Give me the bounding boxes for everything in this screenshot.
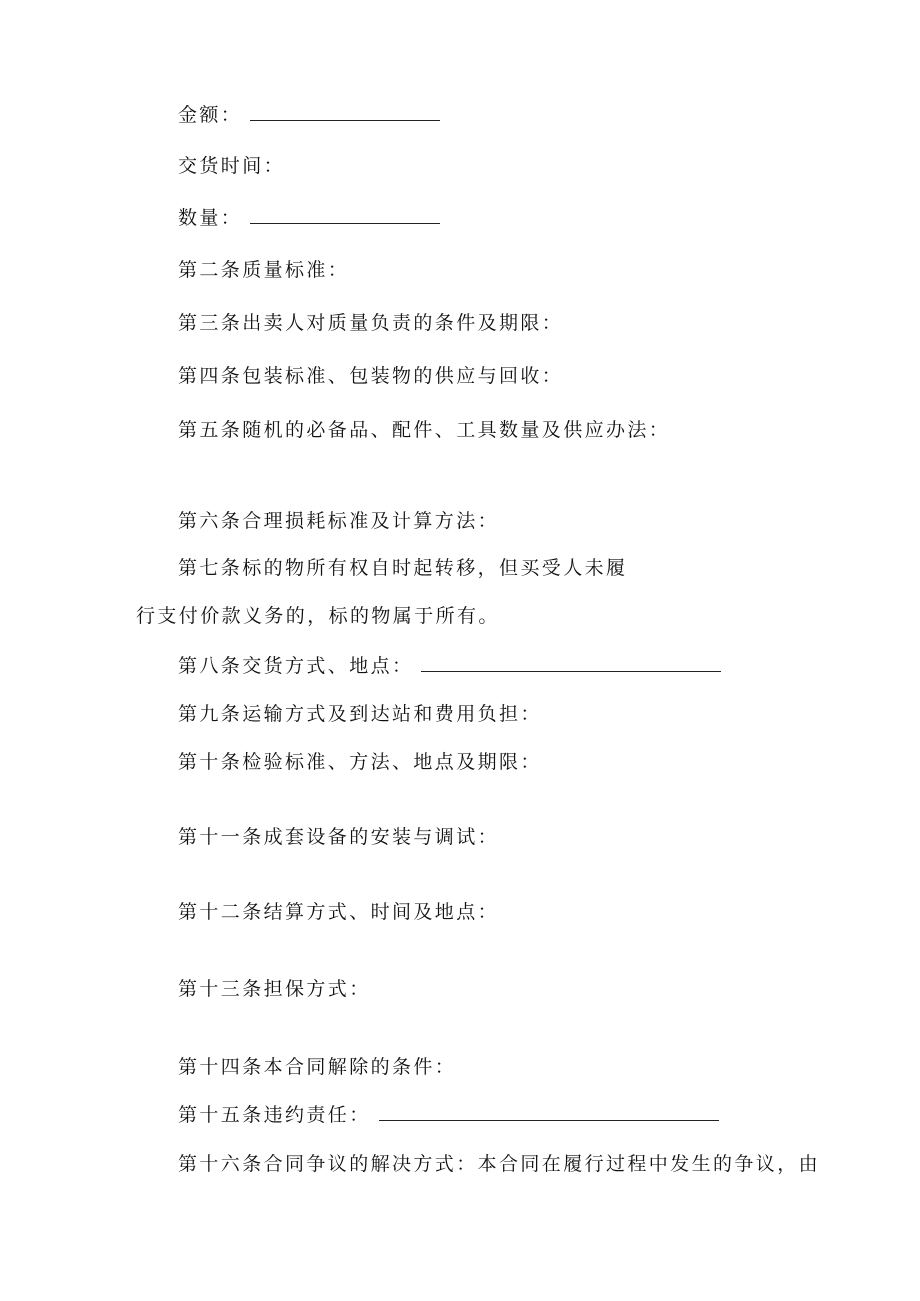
article-14-text: 第十四条本合同解除的条件： (178, 1056, 457, 1078)
article-9-text: 第九条运输方式及到达站和费用负担： (178, 703, 542, 725)
quantity-line (178, 206, 440, 230)
article-3 (178, 311, 563, 335)
article-2-text: 第二条质量标准： (178, 259, 350, 281)
article-11-text: 第十一条成套设备的安装与调试： (178, 826, 500, 848)
article-5-text: 第五条随机的必备品、配件、工具数量及供应办法： (178, 419, 671, 441)
amount-label: 金额： (178, 104, 243, 126)
article-13-text: 第十三条担保方式： (178, 978, 371, 1000)
article-12 (178, 900, 499, 924)
article-14 (178, 1055, 456, 1079)
article-7 (178, 556, 627, 580)
article-8-text: 第八条交货方式、地点： (178, 655, 414, 677)
article-16-text: 第十六条合同争议的解决方式：本合同在履行过程中发生的争议，由 (178, 1153, 821, 1175)
article-15-text: 第十五条违约责任： (178, 1104, 371, 1126)
article-3-text: 第三条出卖人对质量负责的条件及期限： (178, 312, 564, 334)
article-10-text: 第十条检验标准、方法、地点及期限： (178, 751, 542, 773)
article-15-blank (379, 1104, 719, 1121)
article-6-text: 第六条合理损耗标准及计算方法： (178, 510, 500, 532)
article-10 (178, 750, 542, 774)
article-11 (178, 825, 499, 849)
delivery-time-line (178, 154, 285, 178)
article-4-text: 第四条包装标准、包装物的供应与回收： (178, 365, 564, 387)
article-6 (178, 509, 499, 533)
article-9 (178, 702, 542, 726)
amount-blank (250, 104, 440, 121)
quantity-blank (250, 207, 440, 224)
article-5 (178, 418, 670, 442)
article-13 (178, 977, 371, 1001)
article-8-blank (421, 655, 721, 672)
article-7-continued-text: 行支付价款义务的，标的物属于所有。 (136, 605, 500, 627)
amount-line (178, 103, 440, 127)
delivery-time-label: 交货时间： (178, 155, 286, 177)
article-16 (178, 1152, 820, 1176)
article-15 (178, 1103, 719, 1127)
article-7-continued (136, 604, 500, 628)
article-2 (178, 258, 349, 282)
article-7-text: 第七条标的物所有权自时起转移，但买受人未履 (178, 557, 628, 579)
article-4 (178, 364, 563, 388)
article-12-text: 第十二条结算方式、时间及地点： (178, 901, 500, 923)
quantity-label: 数量： (178, 207, 243, 229)
article-8 (178, 654, 721, 678)
